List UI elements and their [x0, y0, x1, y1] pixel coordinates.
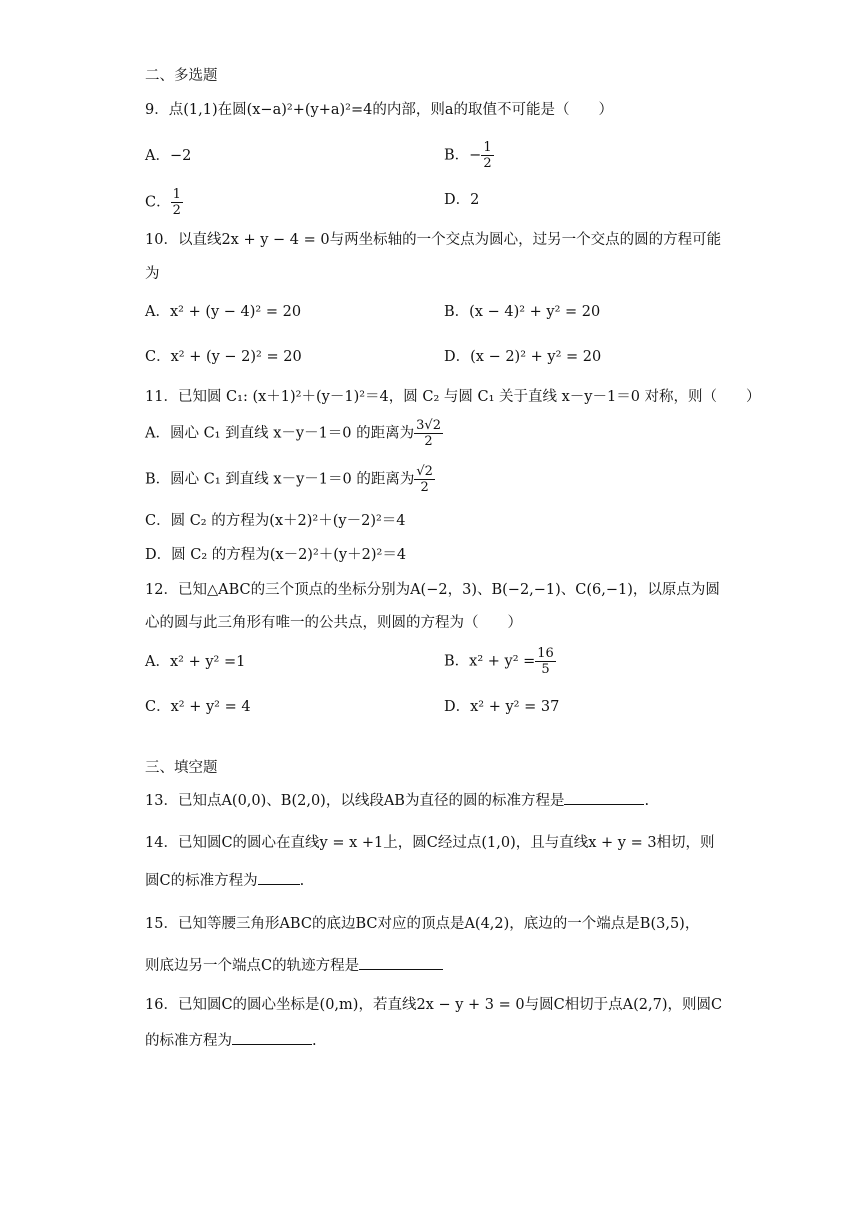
- question-9-option-d: D．2: [444, 192, 480, 208]
- question-11-stem: 11．已知圆 C₁: (x＋1)²＋(y－1)²＝4，圆 C₂ 与圆 C₁ 关于直线 x－y－1＝0 对称，则（ ）: [145, 389, 761, 405]
- section-heading-multiple-choice: 二、多选题: [145, 68, 218, 84]
- question-12-stem-line1: 12．已知△ABC的三个顶点的坐标分别为A(−2，3)、B(−2,−1)、C(6,−1)，以原点为圆: [145, 582, 720, 598]
- question-9-option-c: [145, 187, 183, 218]
- question-11-option-b: [145, 464, 435, 495]
- question-12-option-d: D．x² + y² = 37: [444, 699, 560, 715]
- question-11-option-c: C．圆 C₂ 的方程为(x＋2)²＋(y－2)²＝4: [145, 513, 406, 529]
- question-15-text: 则底边另一个端点C的轨迹方程是: [145, 958, 360, 974]
- question-11-option-a: [145, 418, 443, 449]
- question-12-option-b: [444, 646, 556, 677]
- question-10-option-d: D．(x − 2)² + y² = 20: [444, 349, 602, 365]
- section-heading-fill-in: 三、填空题: [145, 760, 218, 776]
- question-16-text: 的标准方程为: [145, 1033, 232, 1049]
- period: .: [644, 793, 650, 809]
- question-9-option-b: [444, 140, 494, 171]
- answer-blank[interactable]: [359, 955, 443, 970]
- fraction: [414, 418, 443, 449]
- option-b-text: B．x² + y² =: [444, 653, 536, 670]
- question-14-line1: 14．已知圆C的圆心在直线y = x +1上，圆C经过点(1,0)，且与直线x + y = 3相切，则: [145, 835, 715, 851]
- numerator: 16: [537, 646, 554, 661]
- option-a-text: A．圆心 C₁ 到直线 x－y－1＝0 的距离为: [145, 425, 415, 442]
- question-10-option-c: C．x² + (y − 2)² = 20: [145, 349, 302, 365]
- fraction: [414, 464, 435, 495]
- period: .: [299, 873, 305, 889]
- numerator: 1: [172, 187, 181, 202]
- question-10-option-b: B．(x − 4)² + y² = 20: [444, 304, 601, 320]
- question-12-option-a: A．x² + y² =1: [145, 654, 246, 670]
- question-10-stem-line1: 10．以直线2x + y − 4 = 0与两坐标轴的一个交点为圆心，过另一个交点的圆的方程可能: [145, 232, 722, 248]
- denominator: 2: [420, 480, 429, 495]
- question-10-option-a: A．x² + (y − 4)² = 20: [145, 304, 302, 320]
- question-16-line2: [145, 1030, 317, 1051]
- numerator: 1: [483, 140, 492, 155]
- option-b-text: B．圆心 C₁ 到直线 x－y－1＝0 的距离为: [145, 471, 415, 488]
- answer-blank[interactable]: [258, 870, 300, 885]
- fraction: [481, 140, 493, 171]
- numerator: 3√2: [416, 418, 441, 433]
- numerator: √2: [416, 464, 433, 479]
- question-11-option-d: D．圆 C₂ 的方程为(x－2)²＋(y＋2)²＝4: [145, 547, 407, 563]
- fraction: [535, 646, 556, 677]
- question-12-option-c: C．x² + y² = 4: [145, 699, 251, 715]
- denominator: 2: [172, 203, 181, 218]
- question-15-line1: 15．已知等腰三角形ABC的底边BC对应的顶点是A(4,2)，底边的一个端点是B(3,5)，: [145, 916, 700, 932]
- question-16-line1: 16．已知圆C的圆心坐标是(0,m)，若直线2x − y + 3 = 0与圆C相切于点A(2,7)，则圆C: [145, 997, 723, 1013]
- question-15-line2: [145, 955, 443, 976]
- option-b-label: B．−: [444, 147, 482, 164]
- question-9-option-a: A．−2: [145, 148, 192, 164]
- question-14-line2: [145, 870, 304, 891]
- question-14-text: 圆C的标准方程为: [145, 873, 258, 889]
- fraction: [171, 187, 183, 218]
- question-9-stem: 9．点(1,1)在圆(x−a)²+(y+a)²=4的内部，则a的取值不可能是（ ）: [145, 102, 613, 118]
- question-10-stem-line2: 为: [145, 266, 160, 282]
- period: .: [312, 1033, 317, 1049]
- question-12-stem-line2: 心的圆与此三角形有唯一的公共点，则圆的方程为（ ）: [145, 615, 522, 631]
- answer-blank[interactable]: [564, 790, 644, 805]
- denominator: 2: [483, 156, 492, 171]
- question-13-text: 13．已知点A(0,0)、B(2,0)，以线段AB为直径的圆的标准方程是: [145, 793, 565, 809]
- denominator: 5: [541, 662, 550, 677]
- option-c-label: C．: [145, 194, 171, 211]
- denominator: 2: [424, 434, 433, 449]
- question-13: [145, 790, 649, 811]
- answer-blank[interactable]: [232, 1030, 312, 1045]
